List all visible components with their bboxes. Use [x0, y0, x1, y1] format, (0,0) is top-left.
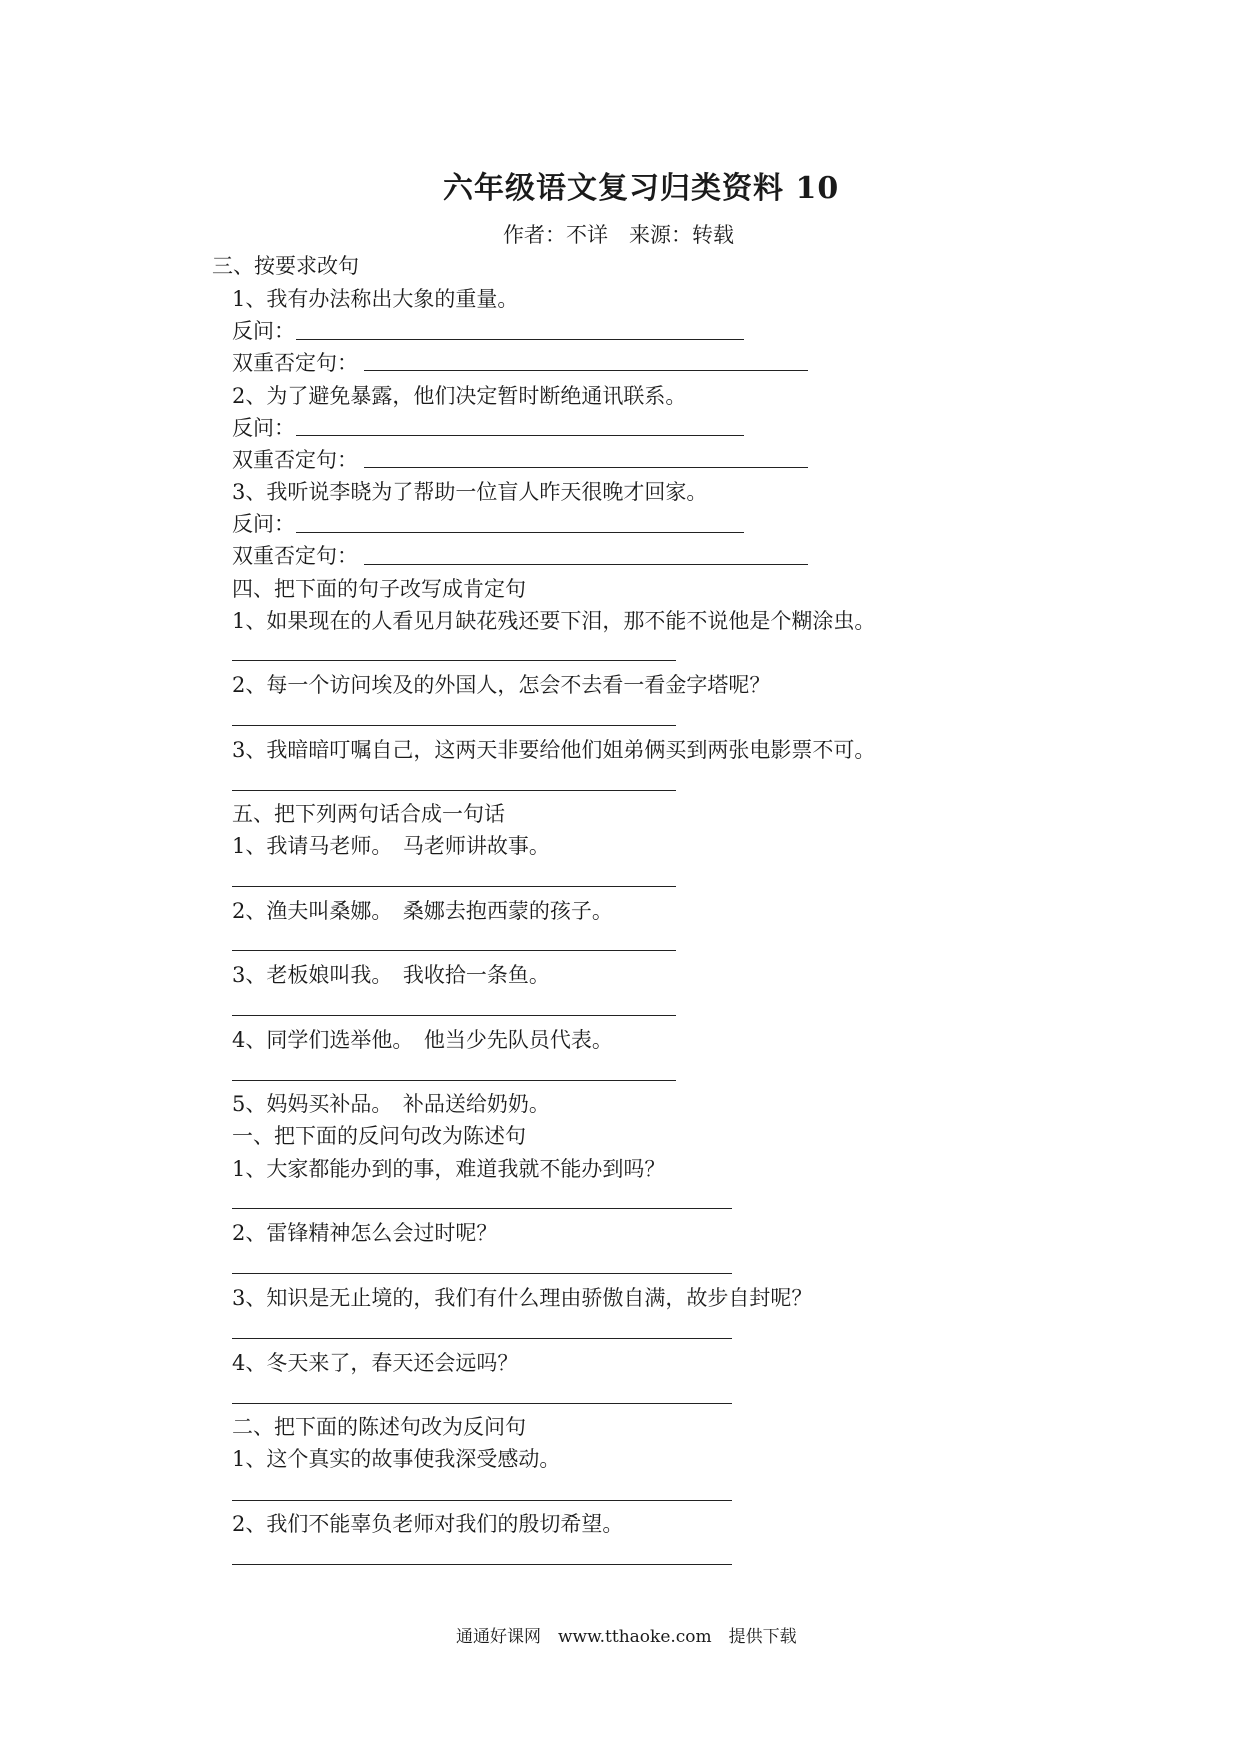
answer-line[interactable] — [296, 532, 744, 533]
answer-line[interactable] — [232, 1015, 676, 1016]
answer-line[interactable] — [296, 339, 744, 340]
double-negative-label: 双重否定句： — [232, 544, 358, 568]
section-2-heading: 二、把下面的陈述句改为反问句 — [232, 1415, 526, 1439]
answer-line[interactable] — [232, 1564, 732, 1565]
answer-line[interactable] — [232, 1338, 732, 1339]
section-5-heading: 五、把下列两句话合成一句话 — [232, 802, 505, 826]
s5-question-2: 2、渔夫叫桑娜。 桑娜去抱西蒙的孩子。 — [232, 899, 613, 923]
answer-line[interactable] — [364, 467, 808, 468]
rhetorical-label: 反问： — [232, 512, 295, 536]
s4-question-2: 2、每一个访问埃及的外国人，怎会不去看一看金字塔呢？ — [232, 673, 771, 697]
s2-question-1: 1、这个真实的故事使我深受感动。 — [232, 1447, 561, 1471]
answer-line[interactable] — [364, 564, 808, 565]
s1-question-4: 4、冬天来了，春天还会远吗？ — [232, 1351, 519, 1375]
s1-question-1: 1、大家都能办到的事，难道我就不能办到吗？ — [232, 1157, 666, 1181]
answer-line[interactable] — [232, 790, 676, 791]
document-title: 六年级语文复习归类资料 10 — [443, 171, 840, 206]
s5-question-1: 1、我请马老师。 马老师讲故事。 — [232, 834, 550, 858]
double-negative-label: 双重否定句： — [232, 448, 358, 472]
s3-question-3: 3、我听说李晓为了帮助一位盲人昨天很晚才回家。 — [232, 480, 708, 504]
s5-question-3: 3、老板娘叫我。 我收拾一条鱼。 — [232, 963, 550, 987]
answer-line[interactable] — [232, 886, 676, 887]
s5-question-4: 4、同学们选举他。 他当少先队员代表。 — [232, 1028, 613, 1052]
author-source-line: 作者：不详 来源：转载 — [503, 223, 734, 247]
s1-question-3: 3、知识是无止境的，我们有什么理由骄傲自满，故步自封呢？ — [232, 1286, 813, 1310]
answer-line[interactable] — [364, 370, 808, 371]
answer-line[interactable] — [232, 1208, 732, 1209]
s2-question-2: 2、我们不能辜负老师对我们的殷切希望。 — [232, 1512, 624, 1536]
s4-question-1: 1、如果现在的人看见月缺花残还要下泪，那不能不说他是个糊涂虫。 — [232, 609, 876, 633]
section-4-heading: 四、把下面的句子改写成肯定句 — [232, 577, 526, 601]
s5-question-5: 5、妈妈买补品。 补品送给奶奶。 — [232, 1092, 550, 1116]
answer-line[interactable] — [232, 1403, 732, 1404]
rhetorical-label: 反问： — [232, 319, 295, 343]
answer-line[interactable] — [296, 435, 744, 436]
answer-line[interactable] — [232, 950, 676, 951]
section-1-heading: 一、把下面的反问句改为陈述句 — [232, 1124, 526, 1148]
s1-question-2: 2、雷锋精神怎么会过时呢？ — [232, 1221, 498, 1245]
s3-question-1: 1、我有办法称出大象的重量。 — [232, 287, 519, 311]
rhetorical-label: 反问： — [232, 416, 295, 440]
answer-line[interactable] — [232, 1273, 732, 1274]
double-negative-label: 双重否定句： — [232, 351, 358, 375]
footer-text: 通通好课网 www.tthaoke.com 提供下载 — [456, 1627, 797, 1647]
s3-question-2: 2、为了避免暴露，他们决定暂时断绝通讯联系。 — [232, 384, 687, 408]
answer-line[interactable] — [232, 725, 676, 726]
answer-line[interactable] — [232, 660, 676, 661]
section-3-heading: 三、按要求改句 — [212, 254, 359, 278]
answer-line[interactable] — [232, 1500, 732, 1501]
answer-line[interactable] — [232, 1080, 676, 1081]
s4-question-3: 3、我暗暗叮嘱自己，这两天非要给他们姐弟俩买到两张电影票不可。 — [232, 738, 876, 762]
